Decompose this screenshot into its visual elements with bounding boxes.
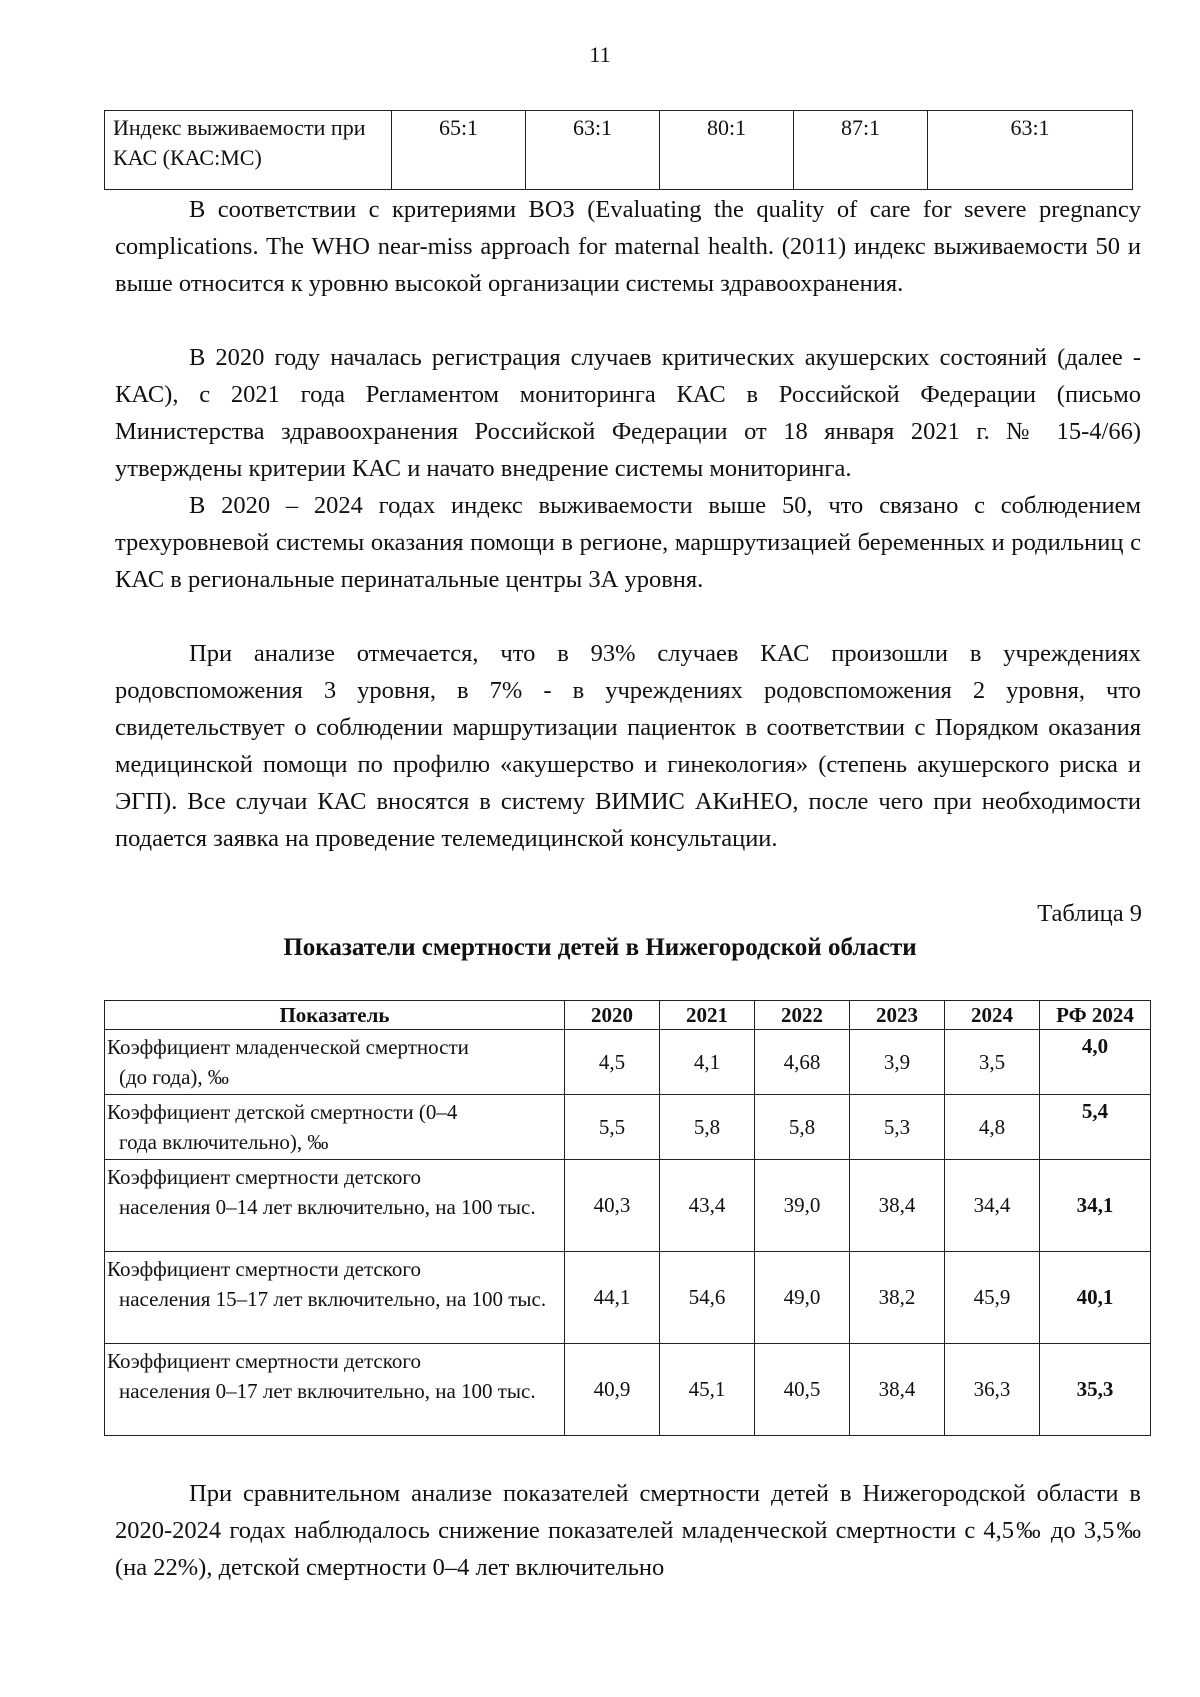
table-cell: 80:1 bbox=[660, 111, 794, 190]
survival-index-label: Индекс выживаемости при КАС (КАС:МС) bbox=[105, 111, 392, 190]
column-header: РФ 2024 bbox=[1040, 1001, 1151, 1030]
table-cell: 3,5 bbox=[945, 1030, 1040, 1095]
table-cell: 4,8 bbox=[945, 1095, 1040, 1160]
indicator-cell bbox=[105, 1095, 565, 1160]
column-header: 2020 bbox=[565, 1001, 660, 1030]
table-cell: 65:1 bbox=[392, 111, 526, 190]
column-header: Показатель bbox=[105, 1001, 565, 1030]
table-cell: 5,8 bbox=[660, 1095, 755, 1160]
rf-value-cell: 35,3 bbox=[1040, 1344, 1151, 1436]
table-label: Таблица 9 bbox=[1037, 900, 1142, 927]
table-cell: 4,68 bbox=[755, 1030, 850, 1095]
table-row bbox=[105, 1030, 1151, 1095]
table-row bbox=[105, 1095, 1151, 1160]
table-cell: 54,6 bbox=[660, 1252, 755, 1344]
table-cell: 87:1 bbox=[794, 111, 928, 190]
page-number: 11 bbox=[589, 42, 611, 67]
table-cell: 36,3 bbox=[945, 1344, 1040, 1436]
table-row bbox=[105, 1252, 1151, 1344]
indicator-line: Коэффициент младенческой смертности bbox=[107, 1035, 469, 1059]
table-cell: 49,0 bbox=[755, 1252, 850, 1344]
indicator-cell bbox=[105, 1252, 565, 1344]
table-cell: 44,1 bbox=[565, 1252, 660, 1344]
indicator-line: Коэффициент детской смертности (0–4 bbox=[107, 1100, 458, 1124]
table-cell: 40,9 bbox=[565, 1344, 660, 1436]
indicator-cell bbox=[105, 1344, 565, 1436]
rf-value-cell: 4,0 bbox=[1040, 1030, 1151, 1095]
table-cell: 3,9 bbox=[850, 1030, 945, 1095]
paragraph-who-criteria: В соответствии с критериями ВОЗ (Evaluating the quality of care for severe pregnancy complications. The WHO near-miss approach for maternal health. (2011) индекс выживаемости 50 и выше относится к уровню высокой организации системы здравоохранения. bbox=[115, 196, 1141, 297]
table-cell: 63:1 bbox=[928, 111, 1133, 190]
indicator-line: Коэффициент смертности детского bbox=[107, 1165, 421, 1189]
indicator-line: Коэффициент смертности детского bbox=[107, 1349, 421, 1373]
column-header: 2024 bbox=[945, 1001, 1040, 1030]
table-row bbox=[105, 1344, 1151, 1436]
table-cell: 40,5 bbox=[755, 1344, 850, 1436]
table-cell: 4,5 bbox=[565, 1030, 660, 1095]
table-cell: 38,4 bbox=[850, 1160, 945, 1252]
indicator-line: (до года), ‰ bbox=[119, 1065, 229, 1089]
table-cell: 39,0 bbox=[755, 1160, 850, 1252]
table-cell: 5,8 bbox=[755, 1095, 850, 1160]
indicator-line: года включительно), ‰ bbox=[119, 1130, 329, 1154]
table-cell: 5,5 bbox=[565, 1095, 660, 1160]
rf-value-cell: 34,1 bbox=[1040, 1160, 1151, 1252]
table-cell: 4,1 bbox=[660, 1030, 755, 1095]
table-cell: 45,9 bbox=[945, 1252, 1040, 1344]
table-cell: 43,4 bbox=[660, 1160, 755, 1252]
table-cell: 40,3 bbox=[565, 1160, 660, 1252]
indicator-cell bbox=[105, 1160, 565, 1252]
survival-index-table bbox=[104, 110, 1133, 190]
paragraph-kas-registration: В 2020 году началась регистрация случаев критических акушерских состояний (далее - КАС), с 2021 года Регламентом мониторинга КАС в Российской Федерации (письмо Министерства здравоохранения Российской Федерации от 18 января 2021 г. № 15-4/66) утверждены критерии КАС и начато внедрение системы мониторинга. bbox=[115, 344, 1141, 482]
table-cell: 38,4 bbox=[850, 1344, 945, 1436]
column-header: 2022 bbox=[755, 1001, 850, 1030]
column-header: 2023 bbox=[850, 1001, 945, 1030]
paragraph-comparative-analysis: При сравнительном анализе показателей смертности детей в Нижегородской области в 2020-2024 годах наблюдалось снижение показателей младенческой смертности с 4,5‰ до 3,5‰ (на 22%), детской смертности 0–4 лет включительно bbox=[115, 1480, 1141, 1581]
indicator-line: населения 0–17 лет включительно, на 100 тыс. bbox=[119, 1379, 536, 1403]
table-title: Показатели смертности детей в Нижегородской области bbox=[283, 934, 917, 961]
table-cell: 45,1 bbox=[660, 1344, 755, 1436]
rf-value-cell: 40,1 bbox=[1040, 1252, 1151, 1344]
table-cell: 5,3 bbox=[850, 1095, 945, 1160]
table-cell: 63:1 bbox=[526, 111, 660, 190]
paragraph-survival-index: В 2020 – 2024 годах индекс выживаемости выше 50, что связано с соблюдением трехуровневой системы оказания помощи в регионе, маршрутизацией беременных и родильниц с КАС в региональные перинатальные центры 3А уровня. bbox=[115, 492, 1141, 593]
table-row bbox=[105, 111, 1133, 190]
table-row bbox=[105, 1160, 1151, 1252]
indicator-cell bbox=[105, 1030, 565, 1095]
indicator-line: населения 0–14 лет включительно, на 100 тыс. bbox=[119, 1195, 536, 1219]
child-mortality-table bbox=[104, 1000, 1151, 1436]
rf-value-cell: 5,4 bbox=[1040, 1095, 1151, 1160]
column-header: 2021 bbox=[660, 1001, 755, 1030]
indicator-line: Коэффициент смертности детского bbox=[107, 1257, 421, 1281]
indicator-line: населения 15–17 лет включительно, на 100 тыс. bbox=[119, 1287, 547, 1311]
table-cell: 34,4 bbox=[945, 1160, 1040, 1252]
table-cell: 38,2 bbox=[850, 1252, 945, 1344]
table-header-row bbox=[105, 1001, 1151, 1030]
paragraph-analysis: При анализе отмечается, что в 93% случаев КАС произошли в учреждениях родовспоможения 3 уровня, в 7% - в учреждениях родовспоможения 2 уровня, что свидетельствует о соблюдении маршрутизации пациенток в соответствии с Порядком оказания медицинской помощи по профилю «акушерство и гинекология» (степень акушерского риска и ЭГП). Все случаи КАС вносятся в систему ВИМИС АКиНЕО, после чего при необходимости подается заявка на проведение телемедицинской консультации. bbox=[115, 640, 1141, 852]
